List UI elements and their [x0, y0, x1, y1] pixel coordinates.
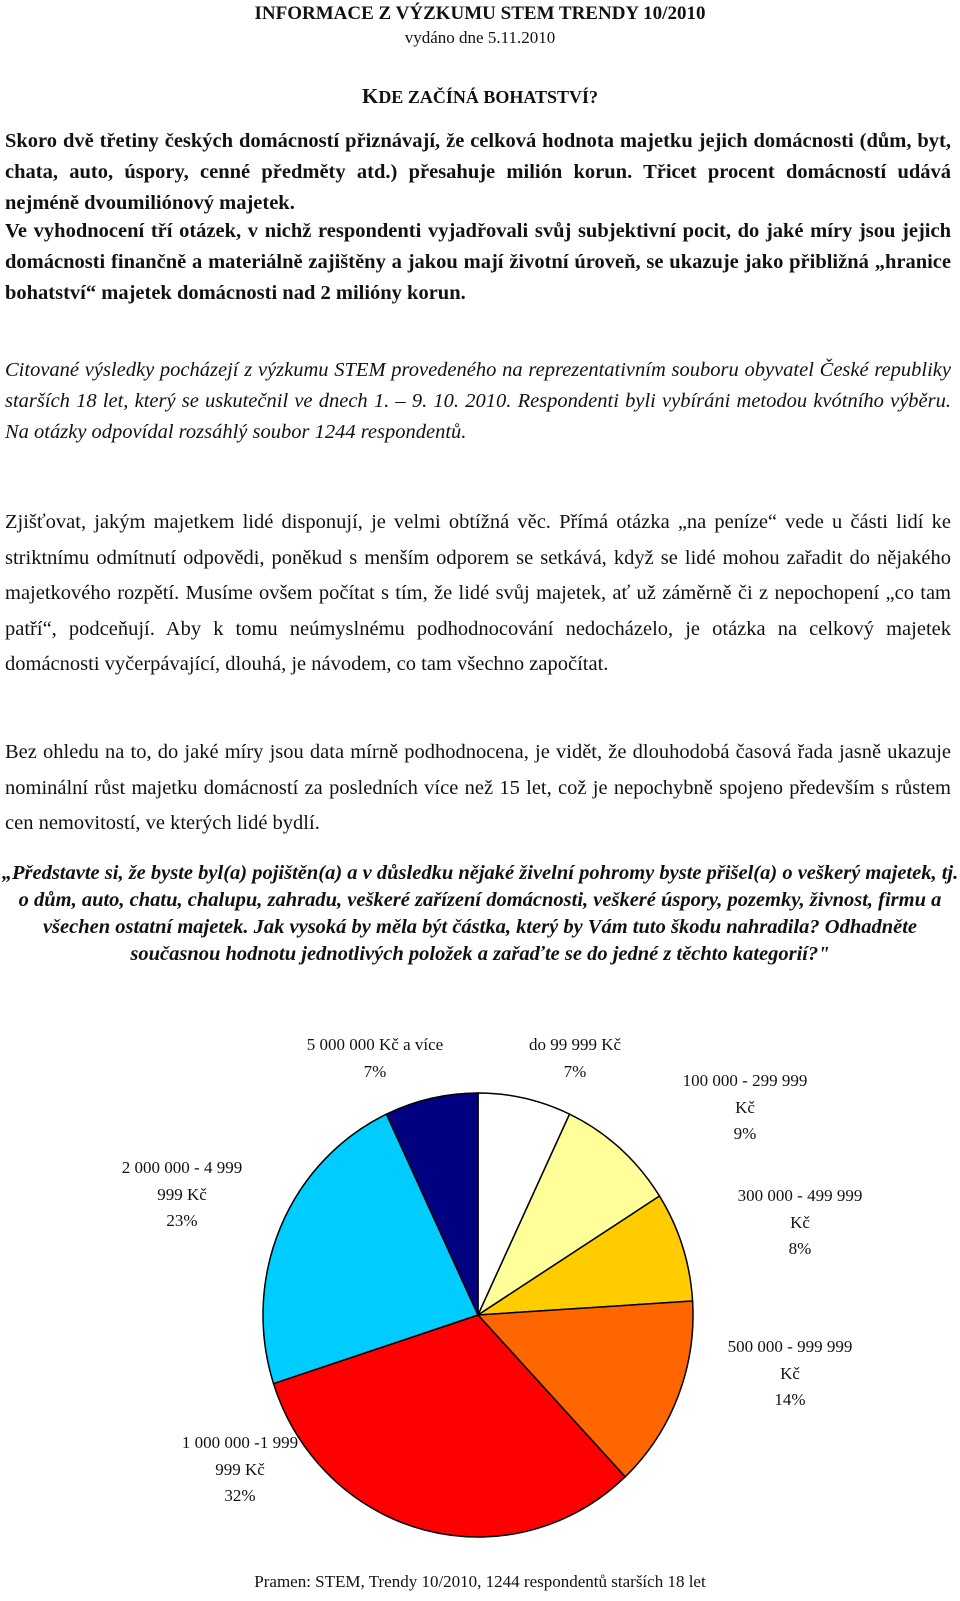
- survey-question: „Představte si, že byste byl(a) pojištěn(a) a v důsledku nějaké živelní pohromy byste přišel(a) o veškerý majetek, tj. o dům, auto, chatu, chalupu, zahradu, veškeré zařízení domácnosti, veškeré úspory, pozemky, živnost, firmu a všechen ostatní majetek. Jak vysoká by měla být částka, který by Vám tuto škodu nahradila? Odhadněte současnou hodnotu jednotlivých položek a zařaďte se do jedné z těchto kategorií?": [1, 862, 959, 965]
- title-rest: DE ZAČÍNÁ BOHATSTVÍ?: [378, 87, 599, 107]
- label-slice-2-range: 300 000 - 499 999: [737, 1186, 863, 1205]
- label-slice-4-range: 1 000 000 -1 999: [181, 1433, 299, 1452]
- label-slice-1-unit: Kč: [735, 1097, 755, 1117]
- publish-date: vydáno dne 5.11.2010: [404, 28, 556, 47]
- label-slice-1: [655, 1068, 835, 1148]
- label-slice-5-range: 2 000 000 - 4 999: [121, 1158, 243, 1177]
- pie-chart: [0, 1020, 960, 1560]
- title-initial: K: [361, 84, 379, 108]
- label-slice-6-pct: 7%: [363, 1061, 387, 1081]
- methodology-note: Citované výsledky pocházejí z výzkumu STEM provedeného na reprezentativním souboru obyvatel České republiky starších 18 let, který se uskutečnil ve dnech 1. – 9. 10. 2010. Respondenti byli vybíráni metodou kvótního výběru. Na otázky odpovídal rozsáhlý soubor 1244 respondentů.: [5, 359, 951, 443]
- label-slice-4-pct: 32%: [224, 1486, 256, 1505]
- body-paragraph-2: Bez ohledu na to, do jaké míry jsou data mírně podhodnocena, je vidět, že dlouhodobá časová řada jasně ukazuje nominální růst majetku domácností za posledních více než 15 let, což je nepochybně spojeno především s růstem cen nemovitostí, ve kterých lidé bydlí.: [5, 741, 951, 834]
- label-slice-2: [710, 1183, 890, 1263]
- label-slice-6: [280, 1032, 470, 1085]
- label-slice-0-pct: 7%: [563, 1061, 587, 1081]
- lead-paragraph-2: Ve vyhodnocení tří otázek, v nichž respondenti vyjadřovali svůj subjektivní pocit, do jaké míry jsou jejich domácnosti finančně a materiálně zajištěny a jakou mají životní úroveň, se ukazuje jako přibližná „hranice bohatství“ majetek domácnosti nad 2 milióny korun.: [5, 220, 951, 304]
- label-slice-3-range: 500 000 - 999 999: [727, 1337, 853, 1356]
- page-title: [0, 84, 960, 109]
- label-slice-4: [150, 1430, 330, 1510]
- source-note: Pramen: STEM, Trendy 10/2010, 1244 respondentů starších 18 let: [254, 1572, 706, 1591]
- label-slice-0-range: do 99 999 Kč: [528, 1035, 622, 1054]
- label-slice-5: [92, 1155, 272, 1235]
- label-slice-4-unit: 999 Kč: [215, 1459, 265, 1479]
- label-slice-3-pct: 14%: [774, 1390, 806, 1409]
- lead-paragraph-1: Skoro dvě třetiny českých domácností přiznávají, že celková hodnota majetku jejich domácnosti (dům, byt, chata, auto, úspory, cenné předměty atd.) přesahuje milión korun. Třicet procent domácností udává nejméně dvoumiliónový majetek.: [5, 130, 951, 214]
- label-slice-3-unit: Kč: [780, 1363, 800, 1383]
- label-slice-1-range: 100 000 - 299 999: [682, 1071, 808, 1090]
- label-slice-5-unit: 999 Kč: [157, 1184, 207, 1204]
- label-slice-5-pct: 23%: [166, 1211, 198, 1230]
- label-slice-2-unit: Kč: [790, 1212, 810, 1232]
- label-slice-6-range: 5 000 000 Kč a více: [306, 1035, 444, 1054]
- label-slice-1-pct: 9%: [733, 1124, 757, 1143]
- body-paragraph-1: Zjišťovat, jakým majetkem lidé disponují, je velmi obtížná věc. Přímá otázka „na peníze“ vede u části lidí ke striktnímu odmítnutí odpovědi, poněkud s menším odporem se setkává, když se lidé mohou zařadit do nějakého majetkového rozpětí. Musíme ovšem počítat s tím, že lidé svůj majetek, ať už záměrně či z nepochopení „co tam patří“, podceňují. Aby k tomu neúmyslnému podhodnocování nedocházelo, je otázka na celkový majetek domácnosti vyčerpávající, dlouhá, je návodem, co tam všechno započítat.: [5, 511, 951, 675]
- label-slice-2-pct: 8%: [788, 1239, 812, 1258]
- label-slice-0: [495, 1032, 655, 1085]
- report-header: INFORMACE Z VÝZKUMU STEM TRENDY 10/2010: [254, 3, 706, 24]
- label-slice-3: [700, 1334, 880, 1414]
